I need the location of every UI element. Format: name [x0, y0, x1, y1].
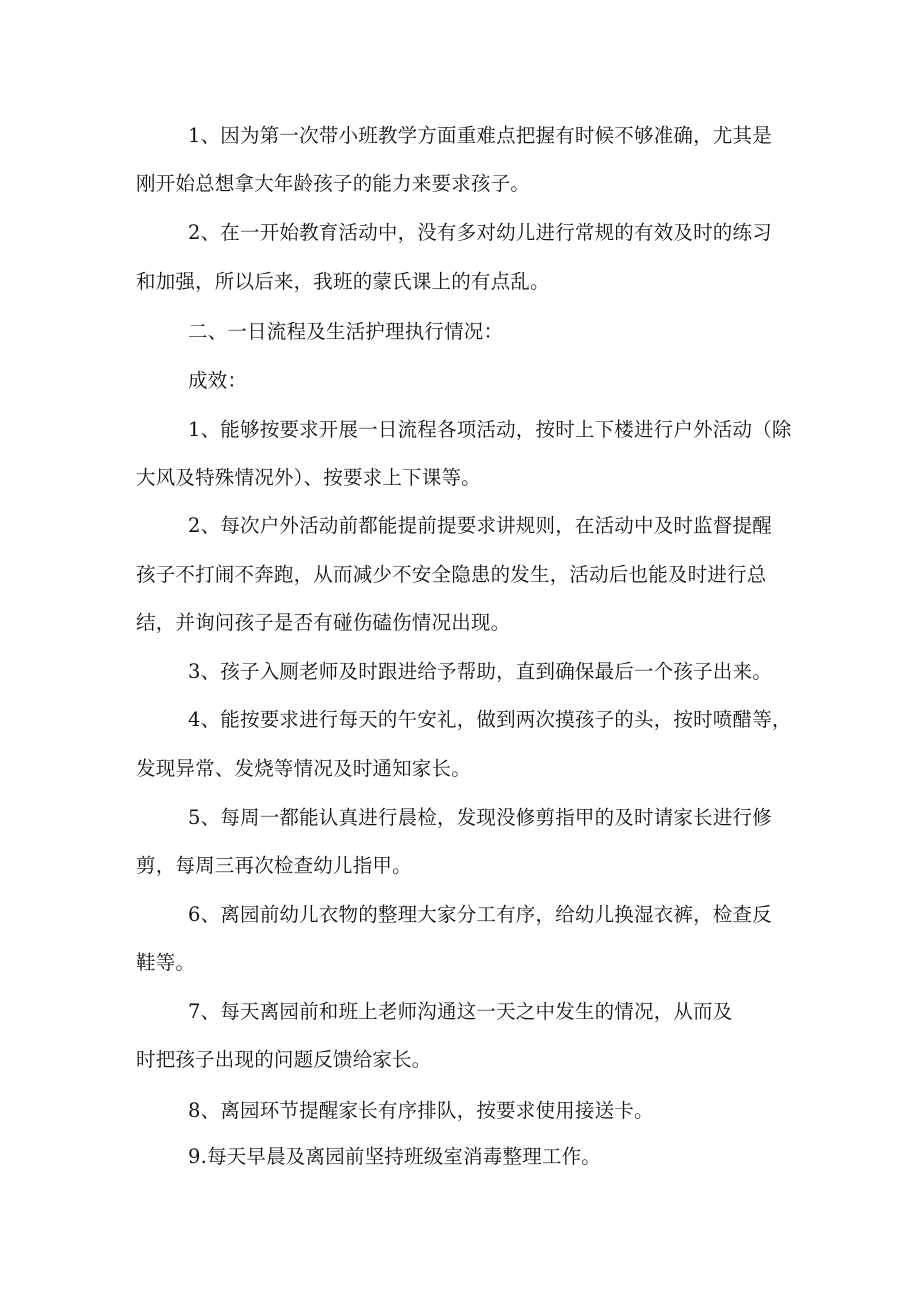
item-5-line-1: 5、每周一都能认真进行晨检，发现没修剪指甲的及时请家长进行修 [188, 806, 772, 829]
paragraph-1-line-1: 1、因为第一次带小班教学方面重难点把握有时候不够准确，尤其是 [188, 124, 772, 147]
item-7-line-1: 7、每天离园前和班上老师沟通这一天之中发生的情况，从而及 [188, 1000, 733, 1023]
subheading-results: 成效： [188, 369, 248, 392]
item-7-line-2: 时把孩子出现的问题反馈给家长。 [136, 1048, 432, 1071]
paragraph-1-line-2: 刚开始总想拿大年龄孩子的能力来要求孩子。 [136, 172, 531, 195]
item-2-line-1: 2、每次户外活动前都能提前提要求讲规则，在活动中及时监督提醒 [188, 514, 772, 537]
item-2-line-2: 孩子不打闹不奔跑，从而减少不安全隐患的发生，活动后也能及时进行总 [136, 563, 767, 586]
item-9-line-1: 9.每天早晨及离园前坚持班级室消毒整理工作。 [188, 1145, 602, 1168]
item-6-line-1: 6、离园前幼儿衣物的整理大家分工有序，给幼儿换湿衣裤，检查反 [188, 903, 772, 926]
item-4-line-1: 4、能按要求进行每天的午安礼，做到两次摸孩子的头，按时喷醋等， [188, 708, 792, 731]
item-8-line-1: 8、离园环节提醒家长有序排队，按要求使用接送卡。 [188, 1099, 654, 1122]
section-heading: 二、一日流程及生活护理执行情况： [188, 320, 504, 343]
item-3-line-1: 3、孩子入厕老师及时跟进给予帮助，直到确保最后一个孩子出来。 [188, 660, 772, 683]
item-6-line-2: 鞋等。 [136, 951, 196, 974]
item-1-line-1: 1、能够按要求开展一日流程各项活动，按时上下楼进行户外活动（除 [188, 418, 792, 441]
item-2-line-3: 结，并询问孩子是否有碰伤磕伤情况出现。 [136, 611, 511, 634]
item-4-line-2: 发现异常、发烧等情况及时通知家长。 [136, 757, 471, 780]
item-5-line-2: 剪，每周三再次检查幼儿指甲。 [136, 854, 412, 877]
paragraph-2-line-1: 2、在一开始教育活动中，没有多对幼儿进行常规的有效及时的练习 [188, 221, 772, 244]
item-1-line-2: 大风及特殊情况外）、按要求上下课等。 [136, 466, 481, 489]
paragraph-2-line-2: 和加强，所以后来，我班的蒙氏课上的有点乱。 [136, 270, 550, 293]
